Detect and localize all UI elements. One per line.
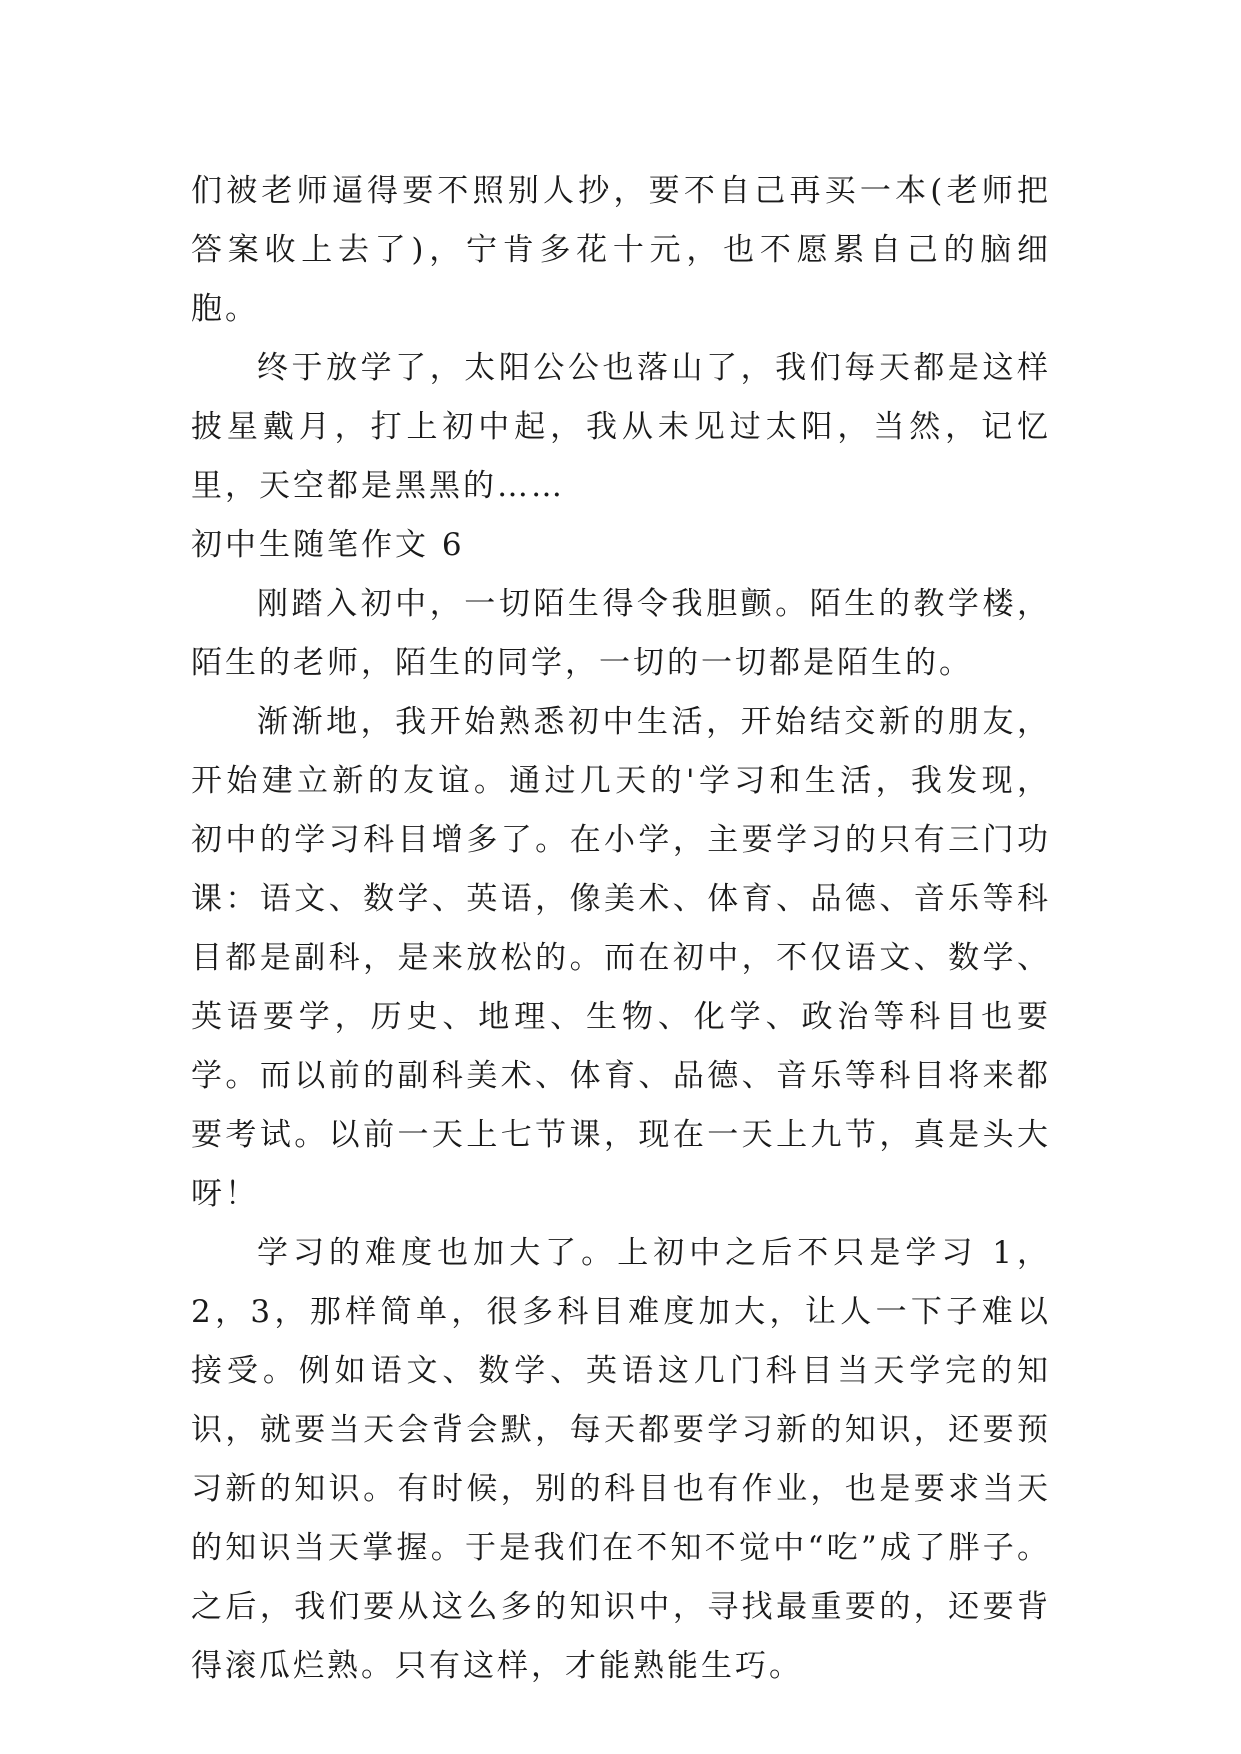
paragraph-difficulty: 学习的难度也加大了。上初中之后不只是学习 1，2，3，那样简单，很多科目难度加大，让人一下子难以接受。例如语文、数学、英语这几门科目当天学完的知识，就要当天会背会默，每天都要学习新的知识，还要预习新的知识。有时候，别的科目也有作业，也是要求当天的知识当天掌握。于是我们在不知不觉中“吃”成了胖子。之后，我们要从这么多的知识中，寻找最重要的，还要背得滚瓜烂熟。只有这样，才能熟能生巧。 <box>191 1235 1051 1684</box>
paragraph-continuation: 们被老师逼得要不照别人抄，要不自己再买一本(老师把答案收上去了)，宁肯多花十元，也不愿累自己的脑细胞。 <box>191 173 1051 327</box>
paragraph-after-school: 终于放学了，太阳公公也落山了，我们每天都是这样披星戴月，打上初中起，我从未见过太阳，当然，记忆里，天空都是黑黑的…… <box>191 350 1051 504</box>
section-title: 初中生随笔作文 6 <box>191 527 465 563</box>
paragraph-subjects: 渐渐地，我开始熟悉初中生活，开始结交新的朋友，开始建立新的友谊。通过几天的'学习和生活，我发现，初中的学习科目增多了。在小学，主要学习的只有三门功课：语文、数学、英语，像美术、体育、品德、音乐等科目都是副科，是来放松的。而在初中，不仅语文、数学、英语要学，历史、地理、生物、化学、政治等科目也要学。而以前的副科美术、体育、品德、音乐等科目将来都要考试。以前一天上七节课，现在一天上九节，真是头大呀！ <box>191 704 1051 1212</box>
paragraph-first-day: 刚踏入初中，一切陌生得令我胆颤。陌生的教学楼，陌生的老师，陌生的同学，一切的一切都是陌生的。 <box>191 586 1051 681</box>
document-body <box>191 162 1051 1696</box>
